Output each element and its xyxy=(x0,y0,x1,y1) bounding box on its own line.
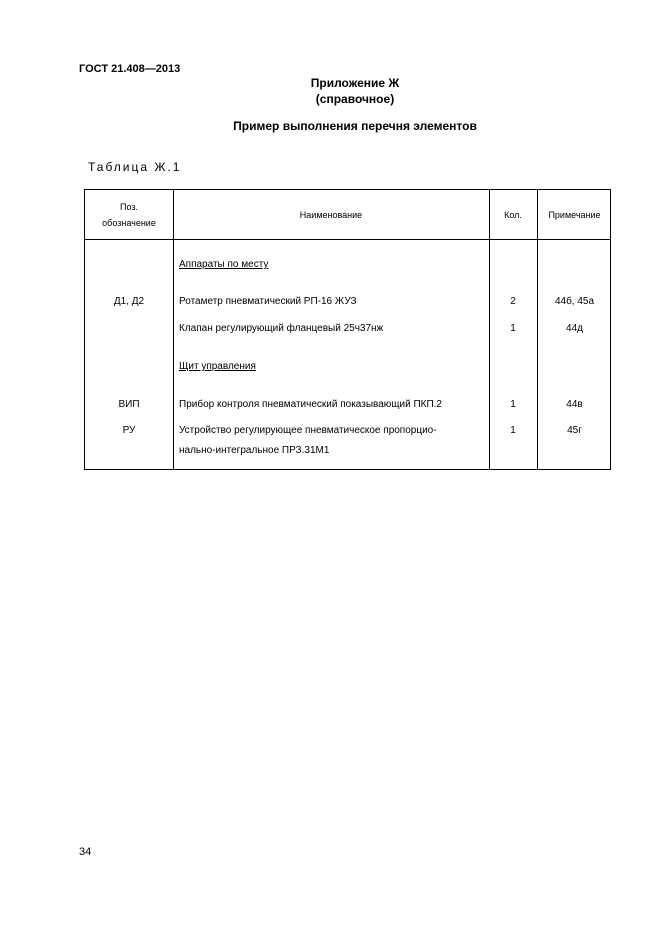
appendix-type: (справочное) xyxy=(315,92,395,106)
column-header-pos-line1: Поз. xyxy=(119,201,138,212)
row-name: Ротаметр пневматический РП-16 ЖУЗ xyxy=(179,296,357,307)
appendix-title: Приложение Ж xyxy=(310,76,400,90)
appendix-block xyxy=(200,75,510,107)
column-header-note: Примечание xyxy=(548,209,601,220)
header-divider xyxy=(85,239,610,240)
row-qty: 1 xyxy=(510,425,516,436)
row-name: Клапан регулирующий фланцевый 25ч37нж xyxy=(179,323,384,334)
column-header-name: Наименование xyxy=(299,209,363,220)
section-title: Щит управления xyxy=(179,361,256,372)
document-code: ГОСТ 21.408—2013 xyxy=(79,63,181,75)
row-note: 44в xyxy=(566,399,583,410)
elements-table xyxy=(84,189,611,470)
row-pos: РУ xyxy=(122,425,136,436)
section-heading: Пример выполнения перечня элементов xyxy=(233,119,477,133)
row-name-line1: Устройство регулирующее пневматическое пропорцио- xyxy=(179,425,437,436)
column-header-qty: Кол. xyxy=(504,209,522,220)
row-qty: 1 xyxy=(510,399,516,410)
section-title: Аппараты по месту xyxy=(179,259,269,270)
table-caption: Таблица Ж.1 xyxy=(88,160,182,174)
column-header-pos xyxy=(85,190,173,239)
column-header-pos-line2: обозначение xyxy=(102,217,156,228)
row-qty: 2 xyxy=(510,296,516,307)
row-name: Прибор контроля пневматический показывающий ПКП.2 xyxy=(179,399,442,410)
row-note: 45г xyxy=(567,425,582,436)
row-qty: 1 xyxy=(510,323,516,334)
row-note: 44б, 45а xyxy=(554,296,595,307)
row-pos: Д1, Д2 xyxy=(113,296,145,307)
row-pos: ВИП xyxy=(118,399,140,410)
row-name-line2: нально-интегральное ПРЗ.31М1 xyxy=(179,445,330,456)
row-note: 44д xyxy=(566,323,583,334)
page-number: 34 xyxy=(79,846,92,858)
